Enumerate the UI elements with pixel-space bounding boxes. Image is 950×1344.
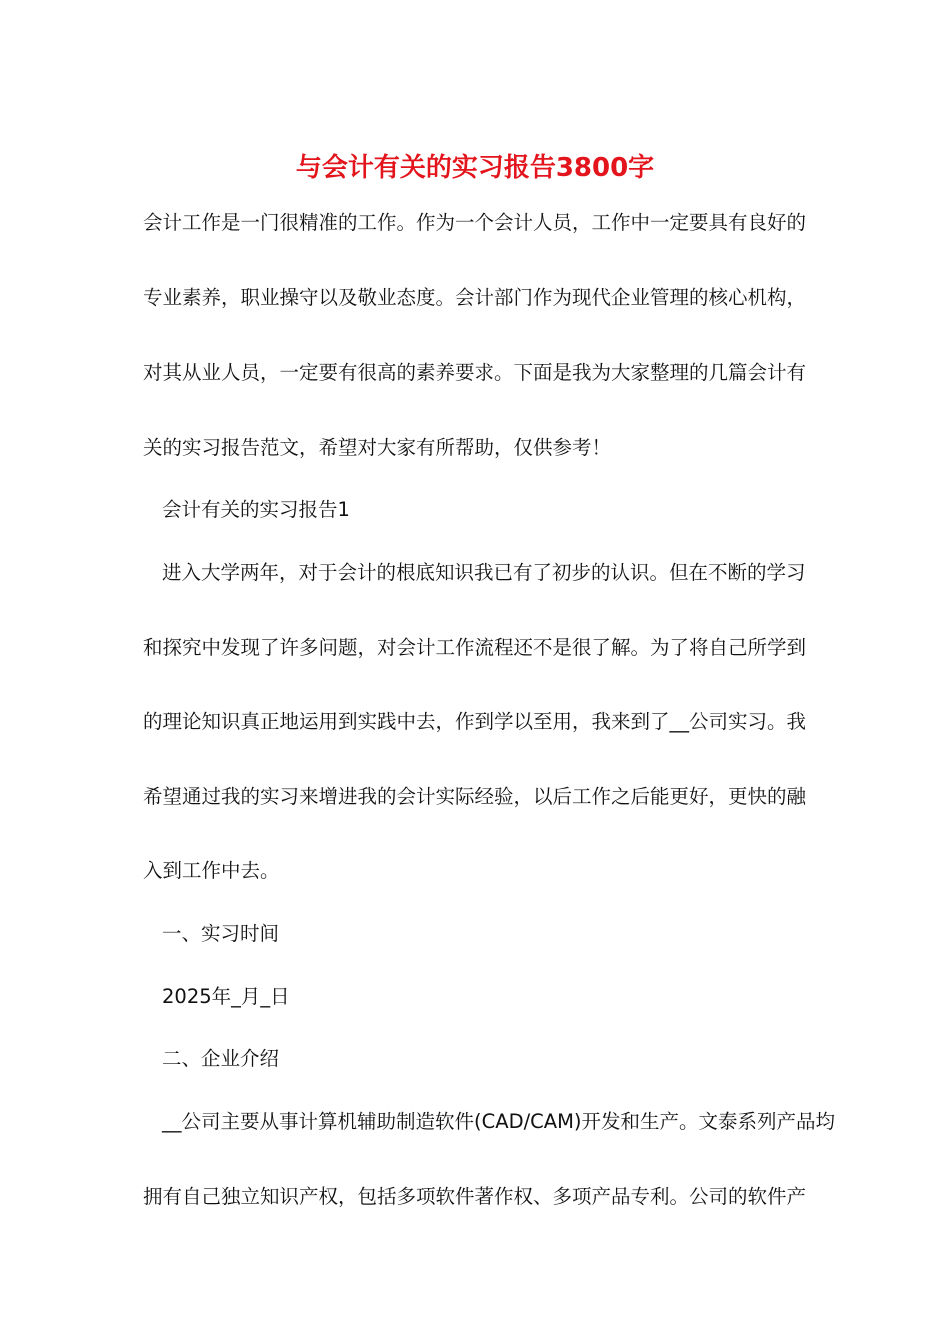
paragraph-line: 进入大学两年，对于会计的根底知识我已有了初步的认识。但在不断的学习	[162, 561, 806, 584]
paragraph-line: 对其从业人员，一定要有很高的素养要求。下面是我为大家整理的几篇会计有	[143, 361, 807, 384]
paragraph-line: 入到工作中去。	[143, 859, 280, 882]
paragraph-line: 专业素养，职业操守以及敬业态度。会计部门作为现代企业管理的核心机构，	[143, 286, 807, 309]
paragraph-line: 拥有自己独立知识产权，包括多项软件著作权、多项产品专利。公司的软件产	[143, 1185, 807, 1208]
paragraph-line: 希望通过我的实习来增进我的会计实际经验，以后工作之后能更好，更快的融	[143, 785, 807, 808]
section-heading: 一、实习时间	[162, 922, 280, 945]
paragraph-line: __公司主要从事计算机辅助制造软件(CAD/CAM)开发和生产。文泰系列产品均	[162, 1110, 836, 1133]
paragraph-line: 和探究中发现了许多问题，对会计工作流程还不是很了解。为了将自己所学到	[143, 636, 807, 659]
paragraph-line: 会计工作是一门很精准的工作。作为一个会计人员，工作中一定要具有良好的	[143, 211, 807, 234]
paragraph-line: 2025年_月_日	[162, 985, 290, 1008]
paragraph-line: 的理论知识真正地运用到实践中去，作到学以至用，我来到了__公司实习。我	[143, 710, 807, 733]
section-heading: 二、企业介绍	[162, 1047, 280, 1070]
section-heading: 会计有关的实习报告1	[162, 498, 350, 521]
paragraph-line: 关的实习报告范文，希望对大家有所帮助，仅供参考！	[143, 436, 612, 459]
document-title: 与会计有关的实习报告3800字	[295, 153, 655, 183]
